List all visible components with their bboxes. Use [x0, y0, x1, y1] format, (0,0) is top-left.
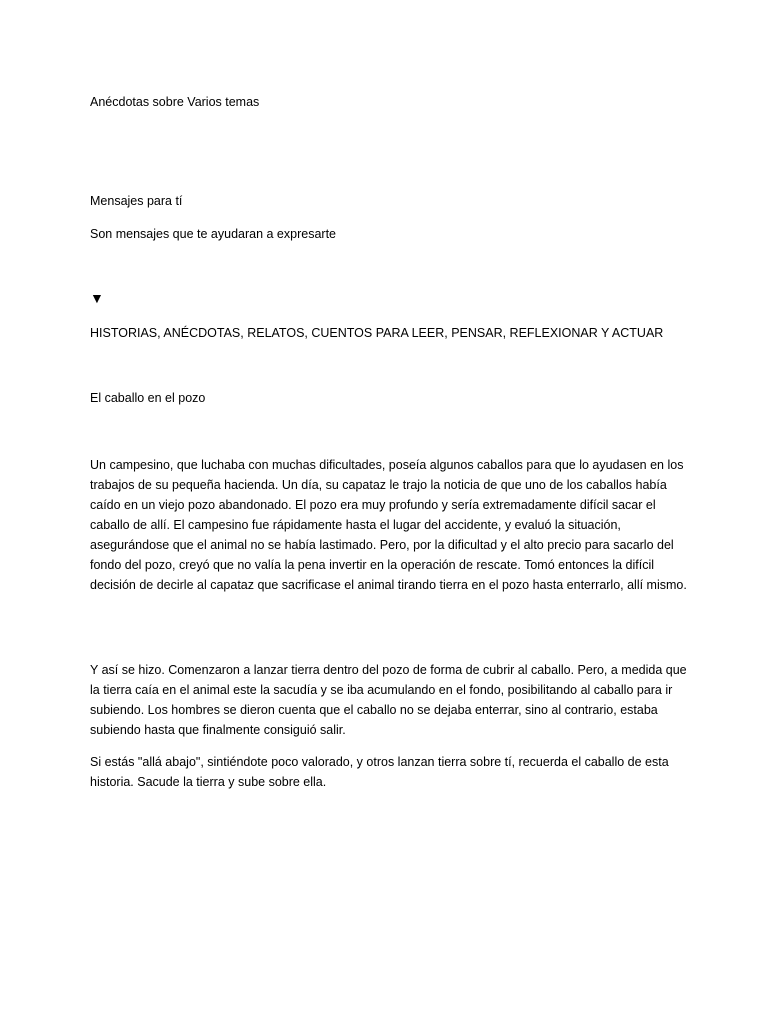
section-subtitle: Son mensajes que te ayudaran a expresarte	[90, 227, 336, 241]
banner-heading: HISTORIAS, ANÉCDOTAS, RELATOS, CUENTOS PARA LEER, PENSAR, REFLEXIONAR Y ACTUAR	[90, 326, 664, 340]
section-heading: Mensajes para tí	[90, 194, 183, 208]
story-title: El caballo en el pozo	[90, 391, 206, 405]
document-title: Anécdotas sobre Varios temas	[90, 95, 260, 109]
story-paragraph-3: Si estás "allá abajo", sintiéndote poco valorado, y otros lanzan tierra sobre tí, recuerda el caballo de esta historia. Sacude la tierra y sube sobre ella.	[90, 755, 669, 789]
triangle-down-icon: ▼	[90, 290, 104, 306]
story-paragraph-1: Un campesino, que luchaba con muchas dificultades, poseía algunos caballos para que lo ayudasen en los trabajos de su pequeña hacienda. Un día, su capataz le trajo la noticia de que uno de los caballos había caído en un viejo pozo abandonado. El pozo era muy profundo y sería extremadamente difícil sacar el caballo de allí. El campesino fue rápidamente hasta el lugar del accidente, y evaluó la situación, asegurándose que el animal no se había lastimado. Pero, por la dificultad y el alto precio para sacarlo del fondo del pozo, creyó que no valía la pena invertir en la operación de rescate. Tomó entonces la difícil decisión de decirle al capataz que sacrificase el animal tirando tierra en el pozo hasta enterrarlo, allí mismo.	[90, 458, 687, 592]
story-paragraph-2: Y así se hizo. Comenzaron a lanzar tierra dentro del pozo de forma de cubrir al caballo. Pero, a medida que la tierra caía en el animal este la sacudía y se iba acumulando en el fondo, posibilitando al caballo para ir subiendo. Los hombres se dieron cuenta que el caballo no se dejaba enterrar, sino al contrario, estaba subiendo hasta que finalmente consiguió salir.	[90, 663, 687, 737]
